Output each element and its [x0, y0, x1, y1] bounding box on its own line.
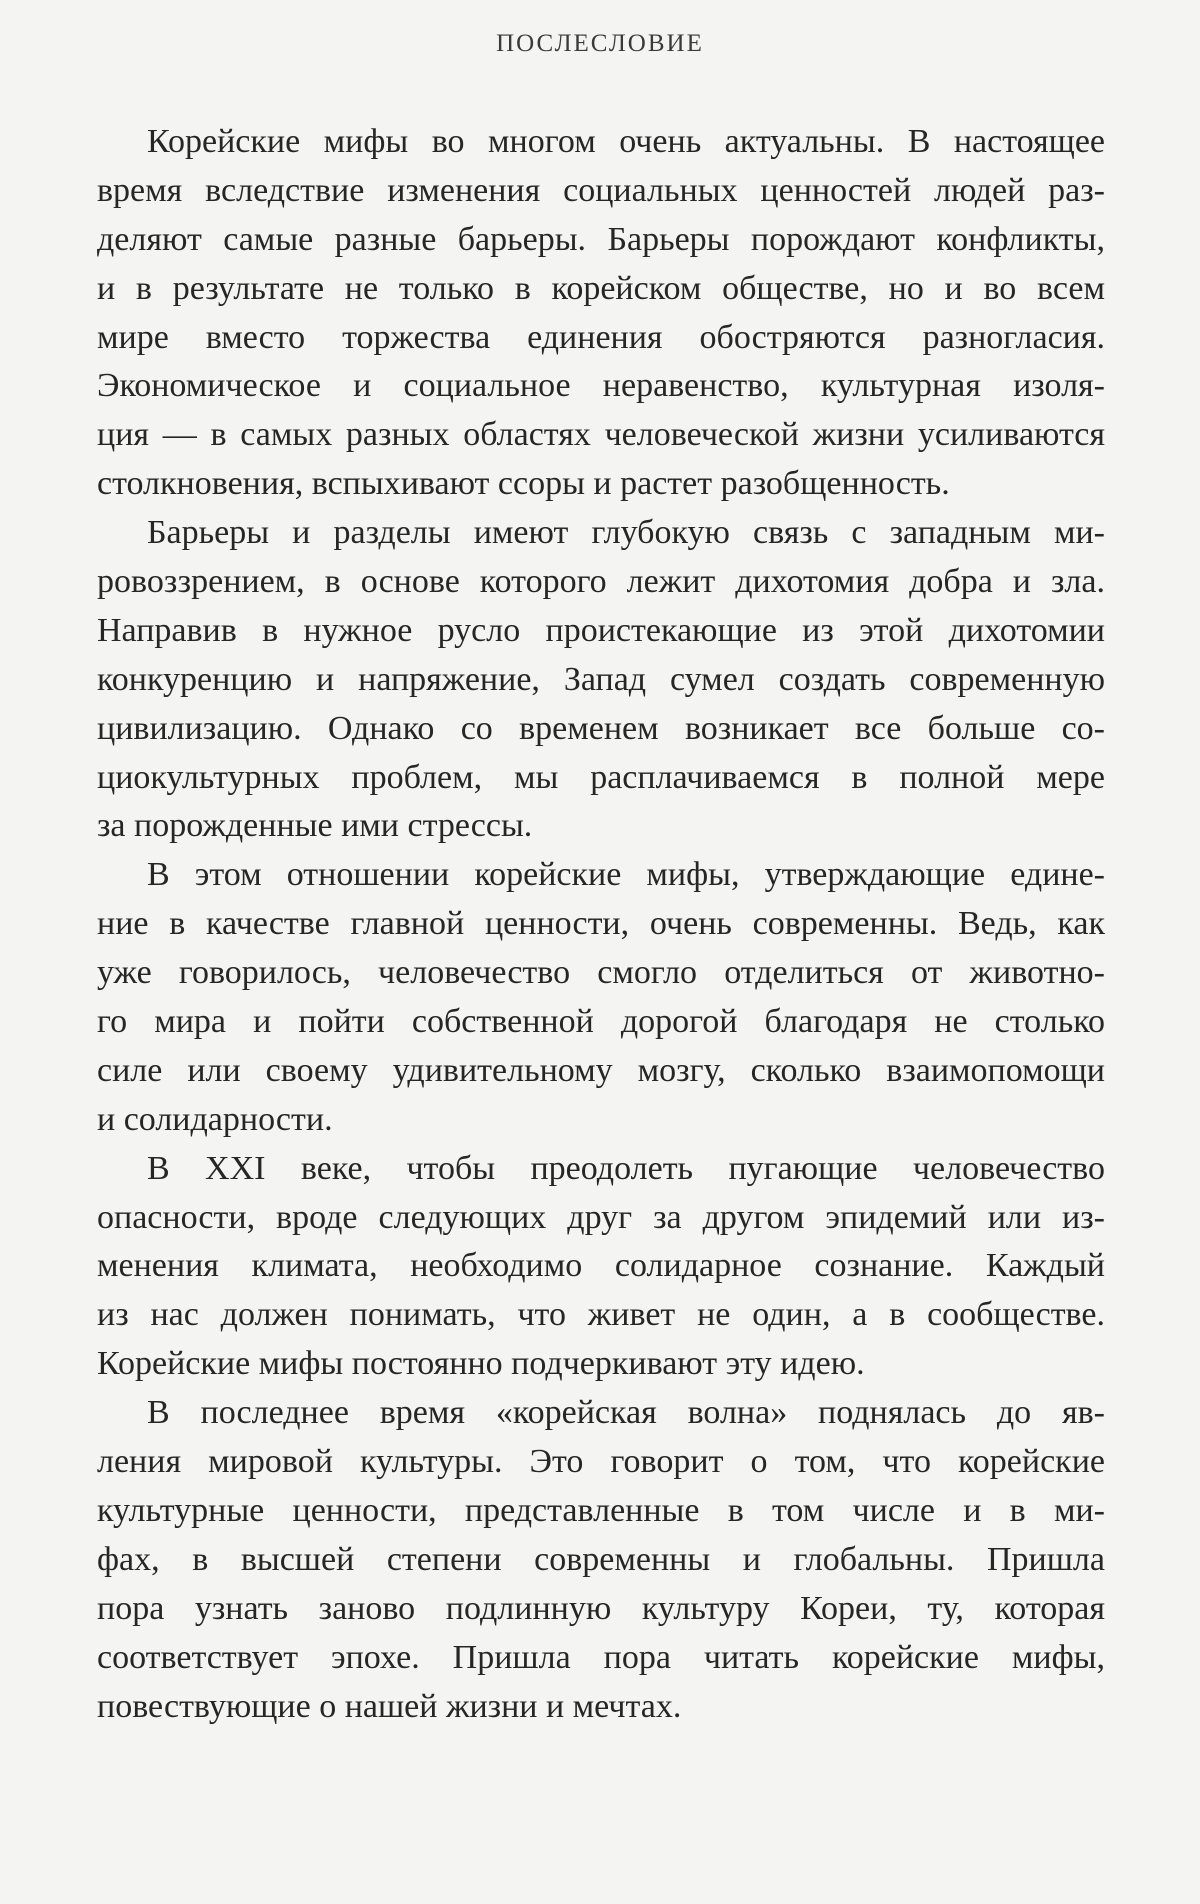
text-line: циокультурных проблем, мы расплачиваемся в полной мере — [97, 758, 1105, 796]
text-line: ние в качестве главной ценности, очень современны. Ведь, как — [97, 905, 1105, 943]
text-line: конкуренцию и напряжение, Запад сумел создать современную — [97, 660, 1105, 698]
text-line: за порожденные ими стрессы. — [97, 807, 533, 845]
paragraph-2 — [97, 509, 1105, 851]
text-line: силе или своему удивительному мозгу, сколько взаимопомощи — [97, 1051, 1105, 1089]
text-line: повествующие о нашей жизни и мечтах. — [97, 1687, 682, 1725]
text-line: опасности, вроде следующих друг за другом эпидемий или из- — [97, 1198, 1105, 1236]
paragraph-3 — [97, 851, 1105, 1144]
text-line: Направив в нужное русло проистекающие из этой дихотомии — [97, 611, 1105, 649]
text-line: ровоззрением, в основе которого лежит дихотомия добра и зла. — [97, 563, 1105, 601]
text-line: культурные ценности, представленные в том числе и в ми- — [97, 1491, 1105, 1529]
paragraph-5 — [97, 1389, 1105, 1731]
text-line: ления мировой культуры. Это говорит о том, что корейские — [97, 1443, 1105, 1481]
text-line: цивилизацию. Однако со временем возникает все больше со- — [97, 709, 1105, 747]
paragraph-4 — [97, 1145, 1105, 1389]
running-title: ПОСЛЕСЛОВИЕ — [496, 30, 704, 57]
body-text — [97, 118, 1105, 1731]
text-line: менения климата, необходимо солидарное сознание. Каждый — [97, 1247, 1105, 1285]
text-line: Барьеры и разделы имеют глубокую связь с западным ми- — [147, 514, 1105, 552]
text-line: и в результате не только в корейском обществе, но и во всем — [97, 269, 1105, 307]
text-line: и солидарности. — [97, 1100, 333, 1138]
text-line: В этом отношении корейские мифы, утверждающие едине- — [147, 856, 1105, 894]
text-line: столкновения, вспыхивают ссоры и растет разобщенность. — [97, 465, 950, 503]
text-line: время вследствие изменения социальных ценностей людей раз- — [97, 171, 1105, 209]
text-line: мире вместо торжества единения обостряются разногласия. — [97, 318, 1105, 356]
text-line: ция — в самых разных областях человеческой жизни усиливаются — [97, 416, 1105, 454]
text-line: соответствует эпохе. Пришла пора читать корейские мифы, — [97, 1638, 1105, 1676]
text-line: Корейские мифы постоянно подчеркивают эту идею. — [97, 1345, 865, 1383]
paragraph-1 — [97, 118, 1105, 509]
text-line: В XXI веке, чтобы преодолеть пугающие человечество — [147, 1149, 1105, 1187]
text-line: В последнее время «корейская волна» поднялась до яв- — [147, 1394, 1105, 1432]
text-line: уже говорилось, человечество смогло отделиться от животно- — [97, 954, 1105, 992]
text-line: Экономическое и социальное неравенство, культурная изоля- — [97, 367, 1105, 405]
text-line: фах, в высшей степени современны и глобальны. Пришла — [97, 1540, 1105, 1578]
text-line: Корейские мифы во многом очень актуальны. В настоящее — [147, 123, 1105, 160]
text-line: деляют самые разные барьеры. Барьеры порождают конфликты, — [97, 220, 1105, 258]
text-line: пора узнать заново подлинную культуру Кореи, ту, которая — [97, 1589, 1105, 1627]
text-line: из нас должен понимать, что живет не один, а в сообществе. — [97, 1296, 1105, 1334]
text-line: го мира и пойти собственной дорогой благодаря не столько — [97, 1003, 1105, 1041]
